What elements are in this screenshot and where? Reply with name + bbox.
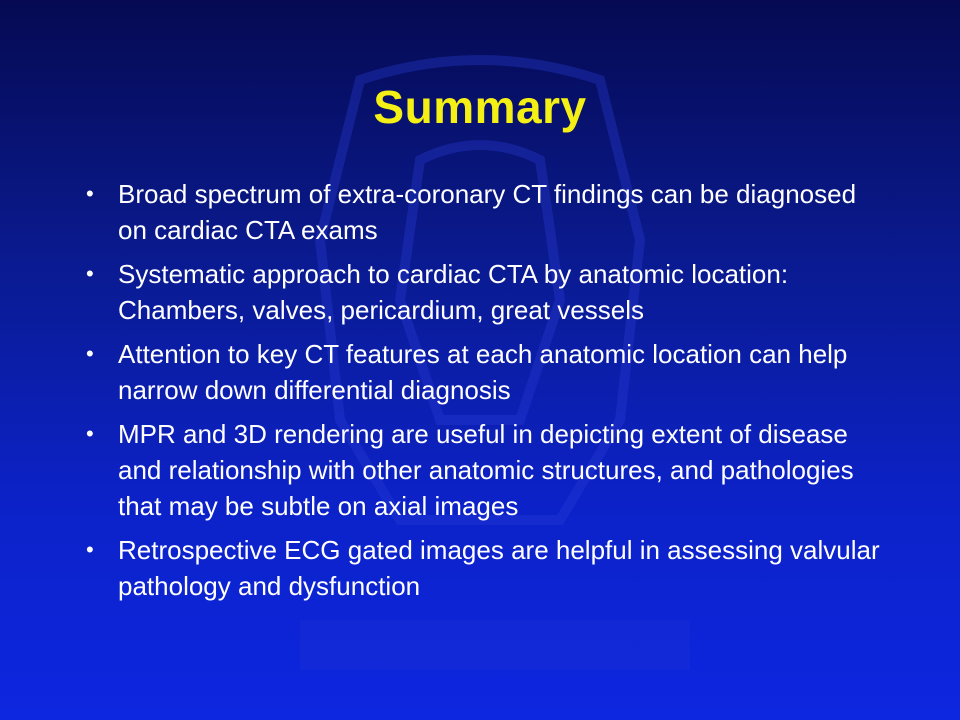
- bullet-item: [86, 256, 886, 328]
- bullet-text: Systematic approach to cardiac CTA by anatomic location: Chambers, valves, pericardium, great vessels: [118, 259, 789, 325]
- bullet-icon: •: [86, 537, 94, 562]
- bullet-item: [86, 176, 886, 248]
- bullet-icon: •: [86, 341, 94, 366]
- bullet-list: [86, 176, 886, 612]
- bullet-icon: •: [86, 421, 94, 446]
- bullet-text: Retrospective ECG gated images are helpful in assessing valvular pathology and dysfunction: [118, 535, 880, 601]
- slide-title: Summary: [373, 81, 587, 133]
- bullet-item: [86, 532, 886, 604]
- bullet-icon: •: [86, 181, 94, 206]
- bullet-text: Attention to key CT features at each anatomic location can help narrow down differential diagnosis: [118, 339, 848, 405]
- bullet-item: [86, 416, 886, 524]
- bullet-text: Broad spectrum of extra-coronary CT findings can be diagnosed on cardiac CTA exams: [118, 179, 857, 245]
- bullet-text: MPR and 3D rendering are useful in depicting extent of disease and relationship with other anatomic structures, and pathologies that may be subtle on axial images: [118, 419, 854, 521]
- bullet-item: [86, 336, 886, 408]
- bullet-icon: •: [86, 261, 94, 286]
